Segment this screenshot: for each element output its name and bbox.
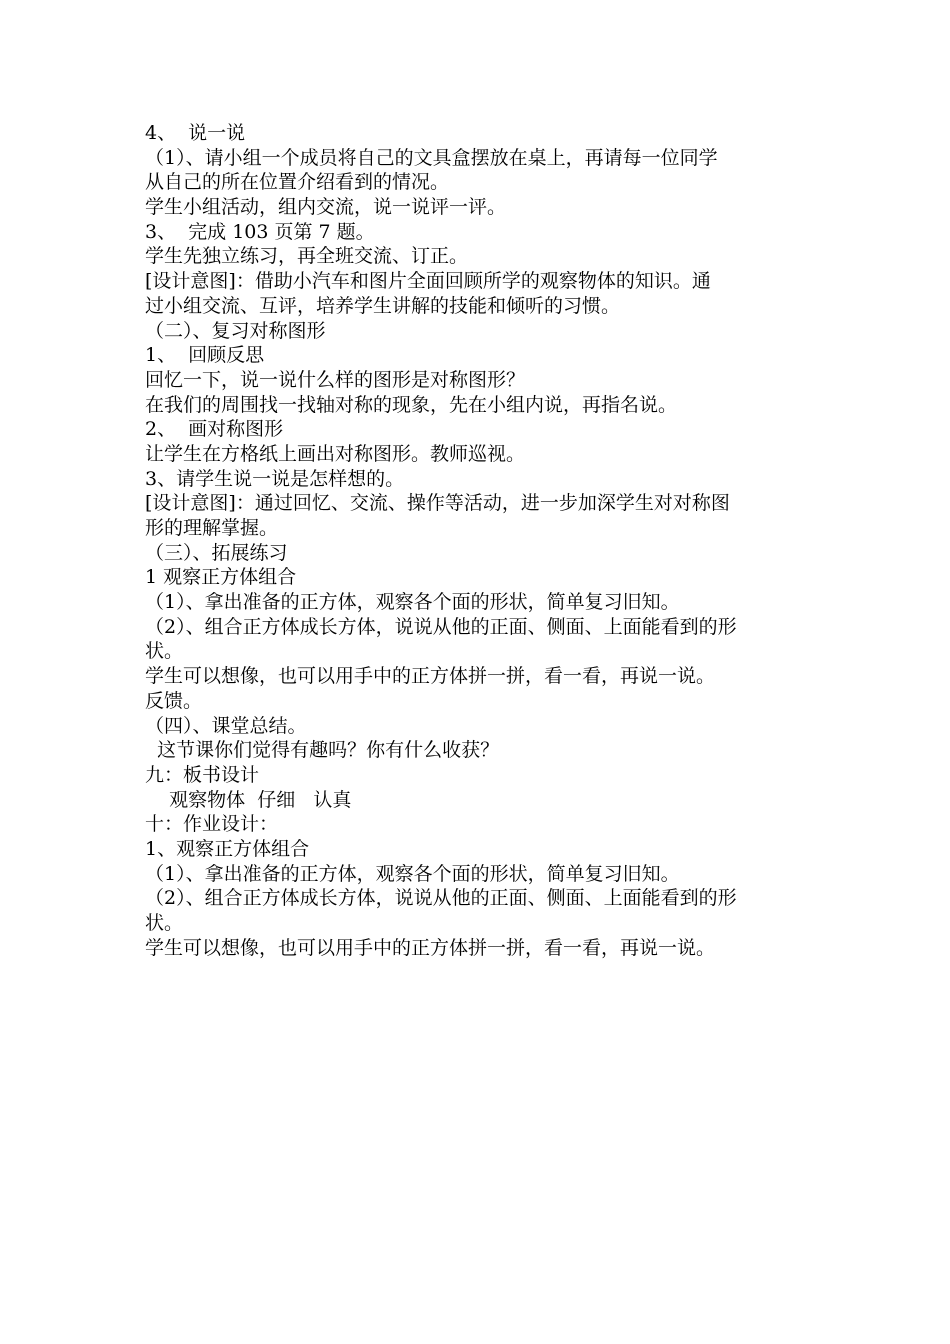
text-line: [设计意图]：通过回忆、交流、操作等活动，进一步加深学生对对称图	[145, 492, 730, 515]
text-line: （2）、组合正方体成长方体，说说从他的正面、侧面、上面能看到的形	[145, 615, 737, 638]
text-line: 在我们的周围找一找轴对称的现象，先在小组内说，再指名说。	[145, 393, 678, 416]
text-line: 从自己的所在位置介绍看到的情况。	[145, 171, 450, 194]
text-line: 1、观察正方体组合	[145, 837, 310, 860]
text-line: 学生可以想像，也可以用手中的正方体拼一拼，看一看，再说一说。	[145, 665, 716, 688]
document-body	[145, 121, 815, 960]
text-line: （四）、课堂总结。	[145, 714, 307, 737]
text-line: 1、 回顾反思	[145, 344, 265, 367]
text-line: 学生先独立练习，再全班交流、订正。	[145, 245, 469, 268]
text-line: （2）、组合正方体成长方体，说说从他的正面、侧面、上面能看到的形	[145, 887, 737, 910]
text-line: 十：作业设计：	[145, 813, 279, 836]
text-line: 学生可以想像，也可以用手中的正方体拼一拼，看一看，再说一说。	[145, 936, 716, 959]
text-line: 状。	[145, 912, 184, 934]
text-line: 九：板书设计	[145, 763, 260, 786]
text-line: 观察物体 仔细 认真	[145, 788, 352, 811]
text-line: 让学生在方格纸上画出对称图形。教师巡视。	[145, 442, 526, 465]
text-line: （1）、请小组一个成员将自己的文具盒摆放在桌上，再请每一位同学	[145, 146, 718, 169]
text-line: （二）、复习对称图形	[145, 319, 326, 342]
text-line: （1）、拿出准备的正方体，观察各个面的形状，简单复习旧知。	[145, 591, 680, 614]
text-line: （三）、拓展练习	[145, 541, 288, 564]
text-line: [设计意图]：借助小汽车和图片全面回顾所学的观察物体的知识。通	[145, 270, 711, 293]
text-line: 3、 完成 103 页第 7 题。	[145, 220, 375, 243]
text-line: 回忆一下，说一说什么样的图形是对称图形？	[145, 368, 526, 391]
text-line: 这节课你们觉得有趣吗？你有什么收获？	[145, 739, 500, 762]
text-line: 过小组交流、互评，培养学生讲解的技能和倾听的习惯。	[145, 294, 621, 317]
text-line: 2、 画对称图形	[145, 418, 284, 441]
text-line: 4、 说一说	[145, 122, 246, 144]
text-line: （1）、拿出准备的正方体，观察各个面的形状，简单复习旧知。	[145, 862, 680, 885]
text-line: 1 观察正方体组合	[145, 566, 297, 589]
text-line: 3、请学生说一说是怎样想的。	[145, 467, 405, 490]
text-line: 状。	[145, 640, 184, 663]
text-line: 学生小组活动，组内交流，说一说评一评。	[145, 196, 507, 219]
text-line: 反馈。	[145, 689, 203, 712]
text-line: 形的理解掌握。	[145, 517, 279, 539]
